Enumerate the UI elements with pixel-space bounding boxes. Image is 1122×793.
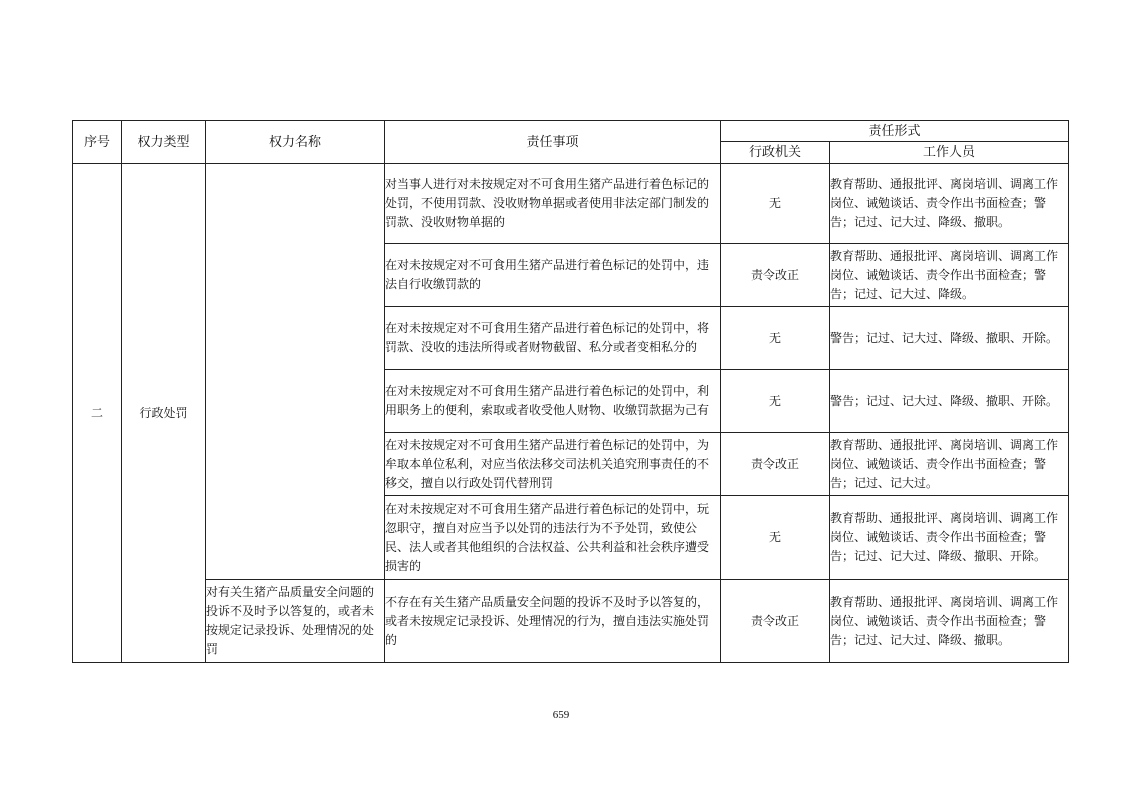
org-cell: 责令改正: [721, 580, 830, 663]
staff-cell: 警告；记过、记大过、降级、撤职、开除。: [830, 307, 1069, 370]
power-name-cell-empty: [206, 164, 385, 580]
staff-cell: 警告；记过、记大过、降级、撤职、开除。: [830, 370, 1069, 433]
seq-cell: 二: [73, 164, 122, 663]
org-cell: 无: [721, 307, 830, 370]
staff-cell: 教育帮助、通报批评、离岗培训、调离工作岗位、诫勉谈话、责令作出书面检查；警告；记过、记大过。: [830, 433, 1069, 496]
header-admin-org: 行政机关: [721, 142, 830, 164]
responsibility-table: [72, 120, 1069, 663]
staff-cell: 教育帮助、通报批评、离岗培训、调离工作岗位、诫勉谈话、责令作出书面检查；警告；记过、记大过、降级。: [830, 244, 1069, 307]
header-seq: 序号: [73, 121, 122, 164]
staff-cell: 教育帮助、通报批评、离岗培训、调离工作岗位、诫勉谈话、责令作出书面检查；警告；记过、记大过、降级、撤职。: [830, 580, 1069, 663]
org-cell: 无: [721, 164, 830, 244]
org-cell: 责令改正: [721, 244, 830, 307]
page-number: 659: [552, 709, 570, 721]
header-power-name: 权力名称: [206, 121, 385, 164]
matter-cell: 在对未按规定对不可食用生猪产品进行着色标记的处罚中，利用职务上的便利，索取或者收受他人财物、收缴罚款据为己有: [385, 370, 721, 433]
matter-cell: 在对未按规定对不可食用生猪产品进行着色标记的处罚中，违法自行收缴罚款的: [385, 244, 721, 307]
org-cell: 无: [721, 370, 830, 433]
header-form: 责任形式: [721, 121, 1069, 142]
matter-cell: 在对未按规定对不可食用生猪产品进行着色标记的处罚中，将罚款、没收的违法所得或者财物截留、私分或者变相私分的: [385, 307, 721, 370]
power-name-cell: 对有关生猪产品质量安全问题的投诉不及时予以答复的，或者未按规定记录投诉、处理情况的处罚: [206, 580, 385, 663]
matter-cell: 在对未按规定对不可食用生猪产品进行着色标记的处罚中，玩忽职守，擅自对应当予以处罚的违法行为不予处罚，致使公民、法人或者其他组织的合法权益、公共利益和社会秩序遭受损害的: [385, 496, 721, 580]
header-row-1: [73, 121, 1069, 142]
org-cell: 无: [721, 496, 830, 580]
staff-cell: 教育帮助、通报批评、离岗培训、调离工作岗位、诫勉谈话、责令作出书面检查；警告；记过、记大过、降级、撤职。: [830, 164, 1069, 244]
header-power-type: 权力类型: [122, 121, 206, 164]
staff-cell: 教育帮助、通报批评、离岗培训、调离工作岗位、诫勉谈话、责令作出书面检查；警告；记过、记大过、降级、撤职、开除。: [830, 496, 1069, 580]
matter-cell: 不存在有关生猪产品质量安全问题的投诉不及时予以答复的，或者未按规定记录投诉、处理情况的行为，擅自违法实施处罚的: [385, 580, 721, 663]
header-staff: 工作人员: [830, 142, 1069, 164]
table-row: [73, 164, 1069, 244]
header-responsibility: 责任事项: [385, 121, 721, 164]
power-type-cell: 行政处罚: [122, 164, 206, 663]
org-cell: 责令改正: [721, 433, 830, 496]
table-row: [73, 580, 1069, 663]
matter-cell: 在对未按规定对不可食用生猪产品进行着色标记的处罚中，为牟取本单位私利，对应当依法移交司法机关追究刑事责任的不移交，擅自以行政处罚代替刑罚: [385, 433, 721, 496]
matter-cell: 对当事人进行对未按规定对不可食用生猪产品进行着色标记的处罚，不使用罚款、没收财物单据或者使用非法定部门制发的罚款、没收财物单据的: [385, 164, 721, 244]
